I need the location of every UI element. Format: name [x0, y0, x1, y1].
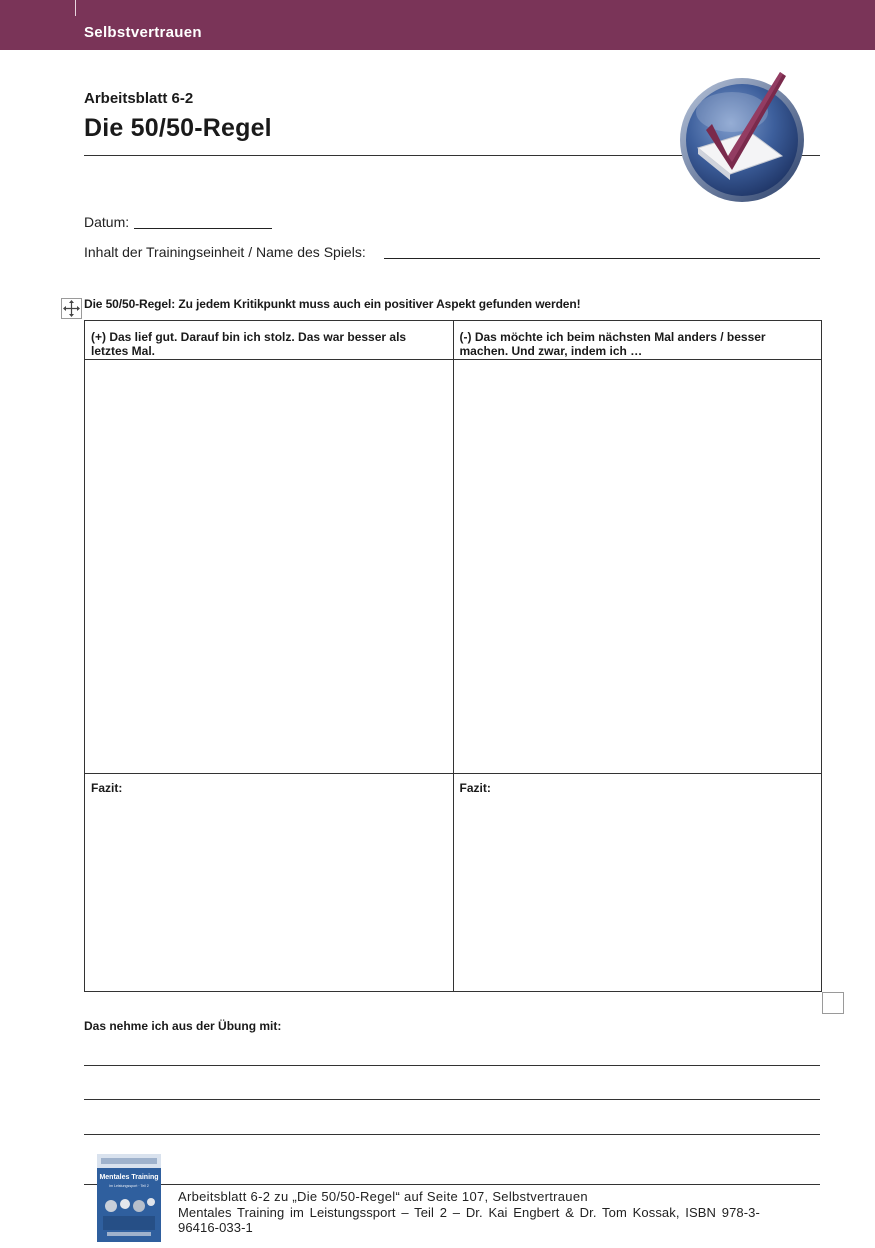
date-label: Datum: [84, 214, 130, 230]
takeaway-line-2[interactable] [84, 1099, 820, 1100]
takeaway-line-3[interactable] [84, 1134, 820, 1135]
header-band [0, 0, 875, 50]
date-field[interactable] [134, 228, 272, 229]
book-subtitle: im Leistungssport · Teil 2 [109, 1184, 149, 1188]
footer-divider [84, 1184, 820, 1185]
table-resize-icon[interactable] [822, 992, 844, 1014]
page-title: Die 50/50-Regel [84, 114, 272, 142]
session-label: Inhalt der Trainingseinheit / Name des Spiels: [84, 244, 366, 260]
checkmark-ballot-icon [670, 60, 820, 210]
positive-cell[interactable] [85, 360, 454, 774]
footer-dash [84, 1184, 92, 1185]
takeaway-line-1[interactable] [84, 1065, 820, 1066]
takeaway-label: Das nehme ich aus der Übung mit: [84, 1019, 282, 1033]
negative-header: (-) Das möchte ich beim nächsten Mal anders / besser machen. Und zwar, indem ich … [453, 321, 822, 360]
reflection-table [84, 320, 822, 992]
session-field[interactable] [384, 258, 820, 259]
negative-cell[interactable] [453, 360, 822, 774]
fazit-right-cell[interactable] [453, 774, 822, 992]
section-title: Selbstvertrauen [84, 24, 202, 41]
footer-reference: Arbeitsblatt 6-2 zu „Die 50/50-Regel“ auf Seite 107, Selbstvertrauen [178, 1189, 588, 1204]
fazit-left-label: Fazit: [91, 781, 123, 795]
book-title: Mentales Training [99, 1174, 159, 1181]
positive-header: (+) Das lief gut. Darauf bin ich stolz. Das war besser als letztes Mal. [85, 321, 454, 360]
footer-citation: Mentales Training im Leistungssport – Teil 2 – Dr. Kai Engbert & Dr. Tom Kossak, ISBN 978-3-96416-033-1 [178, 1205, 760, 1235]
fazit-left-cell[interactable] [85, 774, 454, 992]
fazit-right-label: Fazit: [459, 781, 491, 795]
rule-statement: Die 50/50-Regel: Zu jedem Kritikpunkt muss auch ein positiver Aspekt gefunden werden! [84, 297, 581, 311]
move-arrows-icon[interactable] [61, 298, 82, 319]
worksheet-number: Arbeitsblatt 6-2 [84, 90, 194, 107]
header-tick [75, 0, 76, 16]
book-cover-icon [97, 1154, 161, 1242]
